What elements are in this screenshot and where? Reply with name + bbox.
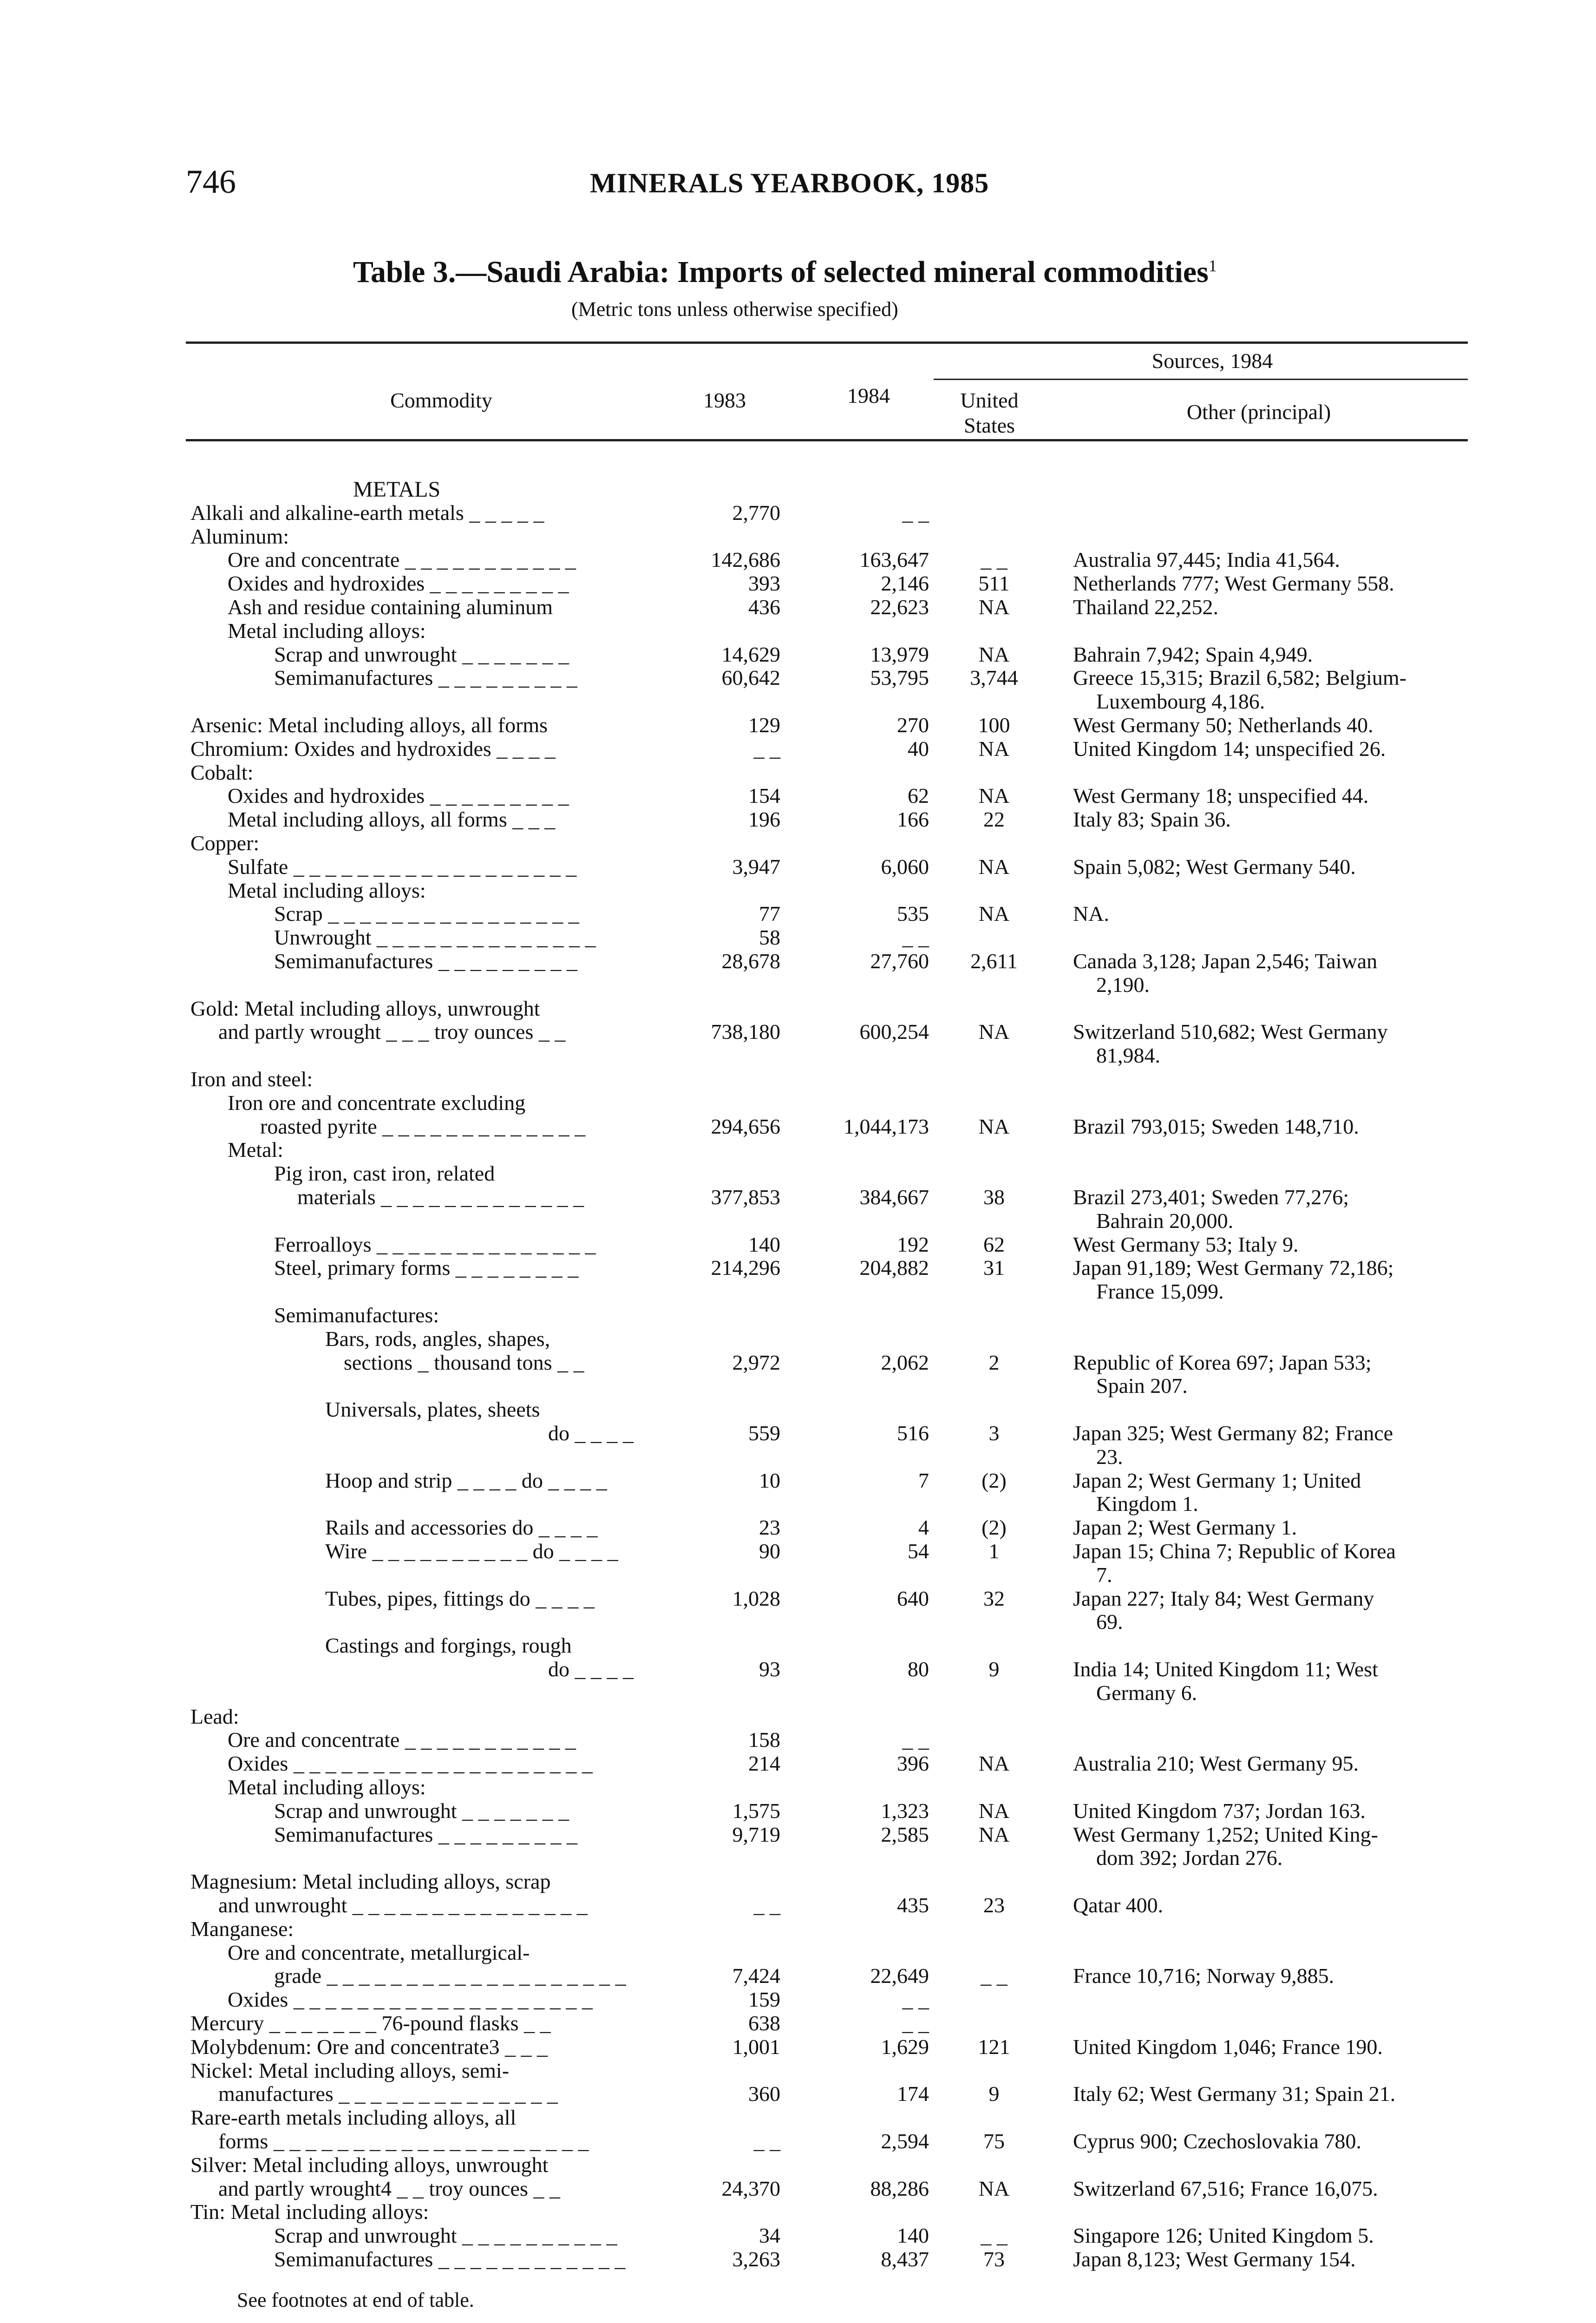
value-1984-cell: 7 [918, 1469, 929, 1492]
commodity-cell: grade _ _ _ _ _ _ _ _ _ _ _ _ _ _ _ _ _ _ _ [274, 1964, 626, 1988]
united-states-cell: NA [978, 643, 1010, 666]
united-states-cell: NA [978, 902, 1010, 925]
commodity-cell: Cobalt: [190, 761, 254, 784]
commodity-cell: Semimanufactures _ _ _ _ _ _ _ _ _ [274, 666, 577, 689]
united-states-cell: 121 [978, 2035, 1010, 2059]
commodity-cell: and partly wrought4 _ _ troy ounces _ _ [218, 2177, 560, 2200]
value-1983-cell: _ _ [753, 1893, 780, 1917]
commodity-cell: Oxides _ _ _ _ _ _ _ _ _ _ _ _ _ _ _ _ _ _ _ [228, 1988, 593, 2011]
united-states-cell: 22 [983, 807, 1005, 831]
united-states-cell: NA [978, 595, 1010, 619]
other-principal-cell: India 14; United Kingdom 11; West [1073, 1657, 1378, 1681]
value-1983-cell: 140 [748, 1233, 780, 1256]
other-principal-cell: United Kingdom 1,046; France 190. [1073, 2035, 1383, 2059]
other-principal-cell: France 10,716; Norway 9,885. [1073, 1964, 1334, 1988]
value-1983-cell: 638 [748, 2011, 780, 2035]
value-1984-cell: _ _ [902, 1728, 929, 1752]
value-1983-cell: 24,370 [721, 2177, 780, 2200]
value-1983-cell: 10 [759, 1469, 780, 1492]
commodity-cell: Nickel: Metal including alloys, semi- [190, 2059, 510, 2082]
commodity-cell: Rare-earth metals including alloys, all [190, 2106, 517, 2129]
commodity-cell: Manganese: [190, 1917, 294, 1941]
united-states-cell: 3,744 [970, 666, 1018, 689]
value-1984-cell: 88,286 [870, 2177, 929, 2200]
other-principal-cell: 69. [1096, 1610, 1123, 1634]
value-1984-cell: _ _ [902, 1988, 929, 2011]
value-1984-cell: 8,437 [881, 2247, 929, 2271]
other-principal-cell: Australia 97,445; India 41,564. [1073, 548, 1340, 571]
value-1984-cell: 384,667 [859, 1185, 929, 1209]
value-1984-cell: 140 [897, 2224, 929, 2247]
value-1983-cell: 294,656 [711, 1115, 780, 1138]
value-1984-cell: _ _ [902, 925, 929, 949]
commodity-cell: Semimanufactures _ _ _ _ _ _ _ _ _ [274, 949, 577, 973]
united-states-cell: 100 [978, 713, 1010, 737]
table-title-footnote: 1 [1208, 256, 1217, 275]
value-1984-cell: 2,146 [881, 571, 929, 595]
other-principal-cell: 81,984. [1096, 1043, 1160, 1067]
commodity-cell: and partly wrought _ _ _ troy ounces _ _ [218, 1020, 566, 1043]
united-states-cell: 2 [988, 1351, 1000, 1374]
united-states-cell: 75 [983, 2129, 1005, 2153]
value-1983-cell: 559 [748, 1421, 780, 1445]
col-header-other: Other (principal) [1186, 400, 1331, 424]
value-1984-cell: 22,649 [870, 1964, 929, 1988]
other-principal-cell: 23. [1096, 1445, 1123, 1469]
value-1983-cell: 1,028 [732, 1587, 780, 1610]
commodity-cell: Steel, primary forms _ _ _ _ _ _ _ _ [274, 1256, 579, 1280]
united-states-cell: NA [978, 855, 1010, 879]
commodity-cell: Semimanufactures _ _ _ _ _ _ _ _ _ _ _ _ [274, 2247, 626, 2271]
value-1984-cell: 1,323 [881, 1799, 929, 1823]
commodity-cell: Chromium: Oxides and hydroxides _ _ _ _ [190, 737, 556, 761]
united-states-cell: 3 [988, 1421, 1000, 1445]
other-principal-cell: Cyprus 900; Czechoslovakia 780. [1073, 2129, 1361, 2153]
value-1983-cell: 3,263 [732, 2247, 780, 2271]
commodity-cell: Rails and accessories do _ _ _ _ [325, 1516, 598, 1539]
united-states-cell: 38 [983, 1185, 1005, 1209]
commodity-cell: Metal including alloys: [228, 1775, 426, 1799]
united-states-cell: _ _ [981, 1964, 1007, 1988]
commodity-cell: Universals, plates, sheets [325, 1398, 540, 1421]
value-1984-cell: 1,629 [881, 2035, 929, 2059]
other-principal-cell: Japan 91,189; West Germany 72,186; [1073, 1256, 1394, 1280]
col-header-sources: Sources, 1984 [1151, 349, 1273, 373]
commodity-cell: Bars, rods, angles, shapes, [325, 1327, 550, 1351]
value-1983-cell: 214,296 [711, 1256, 780, 1280]
value-1984-cell: 27,760 [870, 949, 929, 973]
value-1984-cell: 174 [897, 2082, 929, 2106]
commodity-cell: Arsenic: Metal including alloys, all forms [190, 713, 548, 737]
commodity-cell: Molybdenum: Ore and concentrate3 _ _ _ [190, 2035, 548, 2059]
value-1983-cell: 393 [748, 571, 780, 595]
commodity-cell: Lead: [190, 1705, 239, 1728]
united-states-cell: (2) [981, 1516, 1007, 1539]
value-1984-cell: 2,585 [881, 1823, 929, 1846]
united-states-cell: NA [978, 2177, 1010, 2200]
commodity-cell: Scrap and unwrought _ _ _ _ _ _ _ [274, 643, 569, 666]
united-states-cell: 511 [978, 571, 1010, 595]
value-1983-cell: 2,770 [732, 501, 780, 525]
table-subtitle: (Metric tons unless otherwise specified) [571, 298, 898, 321]
other-principal-cell: Bahrain 20,000. [1096, 1209, 1234, 1233]
other-principal-cell: Spain 5,082; West Germany 540. [1073, 855, 1356, 879]
united-states-cell: (2) [981, 1469, 1007, 1492]
other-principal-cell: 7. [1096, 1563, 1112, 1587]
value-1984-cell: 535 [897, 902, 929, 925]
commodity-cell: Magnesium: Metal including alloys, scrap [190, 1870, 551, 1893]
commodity-cell: Oxides and hydroxides _ _ _ _ _ _ _ _ _ [228, 784, 569, 807]
united-states-cell: 23 [983, 1893, 1005, 1917]
commodity-cell: Metal including alloys: [228, 619, 426, 643]
commodity-cell: do _ _ _ _ [548, 1421, 634, 1445]
other-principal-cell: Thailand 22,252. [1073, 595, 1218, 619]
value-1983-cell: 158 [748, 1728, 780, 1752]
commodity-cell: Ferroalloys _ _ _ _ _ _ _ _ _ _ _ _ _ _ [274, 1233, 596, 1256]
commodity-cell: Hoop and strip _ _ _ _ do _ _ _ _ [325, 1469, 607, 1492]
value-1983-cell: 58 [759, 925, 780, 949]
other-principal-cell: Kingdom 1. [1096, 1492, 1198, 1516]
commodity-cell: Copper: [190, 831, 260, 855]
other-principal-cell: Republic of Korea 697; Japan 533; [1073, 1351, 1372, 1374]
value-1983-cell: _ _ [753, 737, 780, 761]
other-principal-cell: West Germany 50; Netherlands 40. [1073, 713, 1374, 737]
other-principal-cell: Greece 15,315; Brazil 6,582; Belgium- [1073, 666, 1406, 689]
value-1983-cell: 9,719 [732, 1823, 780, 1846]
value-1983-cell: 23 [759, 1516, 780, 1539]
sources-rule [934, 379, 1468, 380]
commodity-cell: Oxides _ _ _ _ _ _ _ _ _ _ _ _ _ _ _ _ _ _ _ [228, 1752, 593, 1775]
united-states-cell: 31 [983, 1256, 1005, 1280]
united-states-cell: NA [978, 1020, 1010, 1043]
value-1984-cell: 166 [897, 807, 929, 831]
commodity-cell: Alkali and alkaline-earth metals _ _ _ _ _ [190, 501, 544, 525]
other-principal-cell: Luxembourg 4,186. [1096, 689, 1265, 713]
value-1984-cell: 4 [918, 1516, 929, 1539]
united-states-cell: NA [978, 737, 1010, 761]
value-1983-cell: 90 [759, 1539, 780, 1563]
commodity-cell: materials _ _ _ _ _ _ _ _ _ _ _ _ _ [297, 1185, 584, 1209]
value-1983-cell: 28,678 [721, 949, 780, 973]
united-states-cell: NA [978, 784, 1010, 807]
commodity-cell: Pig iron, cast iron, related [274, 1162, 495, 1185]
other-principal-cell: Brazil 793,015; Sweden 148,710. [1073, 1115, 1359, 1138]
other-principal-cell: Japan 8,123; West Germany 154. [1073, 2247, 1356, 2271]
commodity-cell: Wire _ _ _ _ _ _ _ _ _ _ do _ _ _ _ [325, 1539, 618, 1563]
other-principal-cell: West Germany 53; Italy 9. [1073, 1233, 1299, 1256]
united-states-cell: 2,611 [970, 949, 1018, 973]
commodity-cell: forms _ _ _ _ _ _ _ _ _ _ _ _ _ _ _ _ _ _ _ _ [218, 2129, 589, 2153]
col-header-commodity: Commodity [390, 388, 492, 412]
value-1983-cell: 377,853 [711, 1185, 780, 1209]
commodity-cell: roasted pyrite _ _ _ _ _ _ _ _ _ _ _ _ _ [260, 1115, 586, 1138]
value-1984-cell: 2,062 [881, 1351, 929, 1374]
other-principal-cell: Spain 207. [1096, 1374, 1188, 1398]
value-1983-cell: 14,629 [721, 643, 780, 666]
commodity-cell: Aluminum: [190, 525, 289, 548]
commodity-cell: Tubes, pipes, fittings do _ _ _ _ [325, 1587, 595, 1610]
commodity-cell: Iron ore and concentrate excluding [228, 1091, 526, 1115]
other-principal-cell: France 15,099. [1096, 1280, 1224, 1303]
united-states-cell: 9 [988, 1657, 1000, 1681]
value-1983-cell: 60,642 [721, 666, 780, 689]
other-principal-cell: dom 392; Jordan 276. [1096, 1846, 1283, 1870]
value-1983-cell: 154 [748, 784, 780, 807]
commodity-cell: Scrap _ _ _ _ _ _ _ _ _ _ _ _ _ _ _ _ [274, 902, 579, 925]
other-principal-cell: Switzerland 67,516; France 16,075. [1073, 2177, 1378, 2200]
table-footnote: See footnotes at end of table. [237, 2289, 474, 2311]
other-principal-cell: Australia 210; West Germany 95. [1073, 1752, 1359, 1775]
col-header-1984: 1984 [847, 384, 890, 407]
commodity-cell: Scrap and unwrought _ _ _ _ _ _ _ [274, 1799, 569, 1823]
commodity-cell: Silver: Metal including alloys, unwrought [190, 2153, 549, 2177]
commodity-cell: Sulfate _ _ _ _ _ _ _ _ _ _ _ _ _ _ _ _ _ _ [228, 855, 577, 879]
value-1984-cell: 80 [908, 1657, 929, 1681]
value-1984-cell: 22,623 [870, 595, 929, 619]
commodity-cell: Semimanufactures: [274, 1303, 439, 1327]
value-1983-cell: 129 [748, 713, 780, 737]
commodity-cell: Metal: [228, 1138, 284, 1162]
value-1984-cell: 1,044,173 [844, 1115, 929, 1138]
other-principal-cell: Japan 2; West Germany 1; United [1073, 1469, 1361, 1492]
value-1983-cell: 436 [748, 595, 780, 619]
value-1983-cell: 1,575 [732, 1799, 780, 1823]
table-title-text: Table 3.—Saudi Arabia: Imports of selected mineral commodities [353, 255, 1209, 289]
other-principal-cell: Japan 2; West Germany 1. [1073, 1516, 1297, 1539]
other-principal-cell: Qatar 400. [1073, 1893, 1164, 1917]
united-states-cell: 73 [983, 2247, 1005, 2271]
other-principal-cell: Bahrain 7,942; Spain 4,949. [1073, 643, 1313, 666]
value-1984-cell: 62 [908, 784, 929, 807]
value-1983-cell: 214 [748, 1752, 780, 1775]
other-principal-cell: Italy 83; Spain 36. [1073, 807, 1231, 831]
value-1984-cell: 270 [897, 713, 929, 737]
commodity-cell: Metal including alloys, all forms _ _ _ [228, 807, 556, 831]
value-1984-cell: 53,795 [870, 666, 929, 689]
other-principal-cell: Singapore 126; United Kingdom 5. [1073, 2224, 1374, 2247]
value-1984-cell: 13,979 [870, 643, 929, 666]
value-1983-cell: 3,947 [732, 855, 780, 879]
other-principal-cell: Japan 15; China 7; Republic of Korea [1073, 1539, 1396, 1563]
value-1983-cell: 738,180 [711, 1020, 780, 1043]
value-1984-cell: 163,647 [859, 548, 929, 571]
value-1983-cell: 2,972 [732, 1351, 780, 1374]
value-1983-cell: 142,686 [711, 548, 780, 571]
commodity-cell: Unwrought _ _ _ _ _ _ _ _ _ _ _ _ _ _ [274, 925, 596, 949]
commodity-cell: Castings and forgings, rough [325, 1634, 572, 1657]
other-principal-cell: Germany 6. [1096, 1681, 1197, 1705]
page-number: 746 [186, 163, 236, 200]
united-states-cell: _ _ [981, 548, 1007, 571]
value-1984-cell: 204,882 [859, 1256, 929, 1280]
running-head: MINERALS YEARBOOK, 1985 [590, 168, 989, 198]
value-1984-cell: 396 [897, 1752, 929, 1775]
commodity-cell: sections _ thousand tons _ _ [344, 1351, 584, 1374]
other-principal-cell: Switzerland 510,682; West Germany [1073, 1020, 1388, 1043]
commodity-cell: do _ _ _ _ [548, 1657, 634, 1681]
commodity-cell: Scrap and unwrought _ _ _ _ _ _ _ _ _ _ [274, 2224, 617, 2247]
commodity-cell: Oxides and hydroxides _ _ _ _ _ _ _ _ _ [228, 571, 569, 595]
other-principal-cell: Japan 227; Italy 84; West Germany [1073, 1587, 1374, 1610]
commodity-cell: Metal including alloys: [228, 879, 426, 902]
value-1984-cell: 2,594 [881, 2129, 929, 2153]
other-principal-cell: Netherlands 777; West Germany 558. [1073, 571, 1394, 595]
value-1984-cell: 192 [897, 1233, 929, 1256]
value-1983-cell: 159 [748, 1988, 780, 2011]
other-principal-cell: West Germany 18; unspecified 44. [1073, 784, 1369, 807]
value-1984-cell: _ _ [902, 2011, 929, 2035]
other-principal-cell: Italy 62; West Germany 31; Spain 21. [1073, 2082, 1396, 2106]
other-principal-cell: Canada 3,128; Japan 2,546; Taiwan [1073, 949, 1378, 973]
other-principal-cell: NA. [1073, 902, 1109, 925]
united-states-cell: NA [978, 1752, 1010, 1775]
table-top-rule [186, 341, 1468, 344]
other-principal-cell: Brazil 273,401; Sweden 77,276; [1073, 1185, 1349, 1209]
value-1984-cell: 6,060 [881, 855, 929, 879]
commodity-cell: Semimanufactures _ _ _ _ _ _ _ _ _ [274, 1823, 577, 1846]
united-states-cell: NA [978, 1115, 1010, 1138]
commodity-cell: Ore and concentrate _ _ _ _ _ _ _ _ _ _ _ [228, 1728, 576, 1752]
value-1983-cell: 34 [759, 2224, 780, 2247]
value-1984-cell: 435 [897, 1893, 929, 1917]
commodity-cell: and unwrought _ _ _ _ _ _ _ _ _ _ _ _ _ _ _ [218, 1893, 588, 1917]
value-1984-cell: 640 [897, 1587, 929, 1610]
value-1983-cell: _ _ [753, 2129, 780, 2153]
united-states-cell: NA [978, 1799, 1010, 1823]
other-principal-cell: United Kingdom 14; unspecified 26. [1073, 737, 1386, 761]
value-1983-cell: 7,424 [732, 1964, 780, 1988]
united-states-cell: 62 [983, 1233, 1005, 1256]
united-states-cell: 32 [983, 1587, 1005, 1610]
commodity-cell: METALS [353, 477, 441, 502]
value-1983-cell: 1,001 [732, 2035, 780, 2059]
other-principal-cell: Japan 325; West Germany 82; France [1073, 1421, 1393, 1445]
united-states-cell: 9 [988, 2082, 1000, 2106]
table-title [353, 255, 1217, 290]
other-principal-cell: 2,190. [1096, 973, 1150, 997]
value-1984-cell: _ _ [902, 501, 929, 525]
value-1983-cell: 77 [759, 902, 780, 925]
commodity-cell: Mercury _ _ _ _ _ _ _ 76-pound flasks _ _ [190, 2011, 551, 2035]
value-1984-cell: 600,254 [859, 1020, 929, 1043]
commodity-cell: Ore and concentrate _ _ _ _ _ _ _ _ _ _ _ [228, 548, 576, 571]
united-states-cell: NA [978, 1823, 1010, 1846]
commodity-cell: Iron and steel: [190, 1067, 313, 1091]
value-1984-cell: 516 [897, 1421, 929, 1445]
other-principal-cell: West Germany 1,252; United King- [1073, 1823, 1378, 1846]
commodity-cell: Gold: Metal including alloys, unwrought [190, 997, 540, 1020]
value-1984-cell: 40 [908, 737, 929, 761]
commodity-cell: Tin: Metal including alloys: [190, 2200, 429, 2224]
commodity-cell: manufactures _ _ _ _ _ _ _ _ _ _ _ _ _ _ [218, 2082, 558, 2106]
value-1983-cell: 196 [748, 807, 780, 831]
col-header-united-states: United States [960, 388, 1019, 437]
united-states-cell: _ _ [981, 2224, 1007, 2247]
col-header-1983: 1983 [703, 388, 746, 412]
united-states-cell: 1 [988, 1539, 1000, 1563]
value-1983-cell: 93 [759, 1657, 780, 1681]
commodity-cell: Ash and residue containing aluminum [228, 595, 553, 619]
header-bottom-rule [186, 439, 1468, 441]
commodity-cell: Ore and concentrate, metallurgical- [228, 1941, 530, 1964]
value-1984-cell: 54 [908, 1539, 929, 1563]
value-1983-cell: 360 [748, 2082, 780, 2106]
other-principal-cell: United Kingdom 737; Jordan 163. [1073, 1799, 1366, 1823]
